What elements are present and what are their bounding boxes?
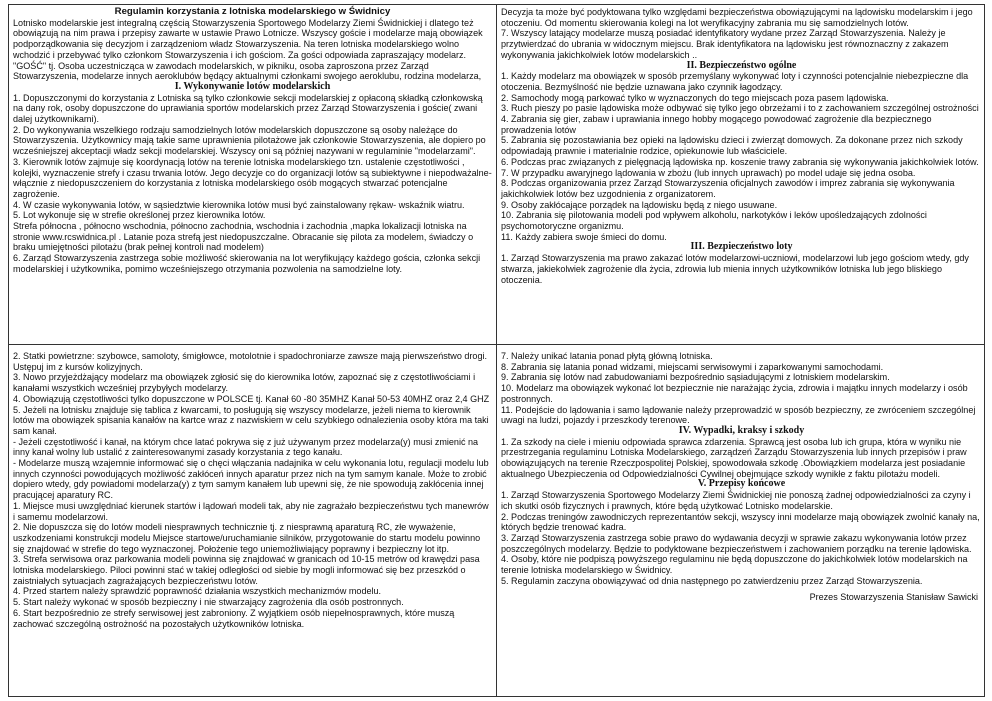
paragraph: 3. Strefa serwisowa oraz parkowania modeli powinna się znajdować w granicach od 10-15 metrów od krawędzi pasa lotniska modelarskiego. Piloci powinni stać w takiej odległości od siebie by mogli informować się bez przeszkód o zaistniałych sytuacjach zagrażających bezpieczeństwu lotów. (13, 554, 480, 586)
section-2-item: 11. Każdy zabiera swoje śmieci do domu. (501, 231, 667, 242)
paragraph: 3. Nowo przyjeżdżający modelarz ma obowiązek zgłosić się do kierownika lotów, zapoznać się z częstotliwościami i kanałami wszystkich wcześniej przybyłych modelarzy. (13, 372, 476, 394)
section-2-item: 8. Podczas organizowania przez Zarząd Stowarzyszenia oficjalnych zawodów i imprez zabrania się wykonywania jakichkolwiek lotów bez uzgodnienia z organizatorem. (501, 178, 955, 199)
section-3-item: 1. Zarząd Stowarzyszenia ma prawo zakazać lotów modelarzowi-uczniowi, modelarzowi lub jego gościom wtedy, gdy stwarza, jakiekolwiek zagrożenie dla życia, zdrowia lub mienia innych użytkowników lotniska lub jego bliskiego otoczenia. (501, 253, 969, 285)
section-2-item: 4. Zabrania się gier, zabaw i uprawiania innego hobby mogącego powodować zagrożenie dla bezpiecznego prowadzenia lotów (501, 114, 932, 135)
paragraph: 1. Miejsce musi uwzględniać kierunek startów i lądowań modeli tak, aby nie zagrażało bezpieczeństwu tych manewrów i samemu modelarzowi. (13, 500, 489, 522)
section-1-item: 5. Lot wykonuje się w strefie określonej przez kierownika lotów. (13, 210, 266, 221)
paragraph: 8. Zabrania się latania ponad widzami, miejscami serwisowymi i zaparkowanymi samochodami. (501, 361, 884, 372)
regulations-sheet (8, 4, 985, 697)
section-2-item: 6. Podczas prac związanych z pielęgnacją lądowiska np. koszenie trawy zabrania się wykonywania jakichkolwiek lotów. (501, 156, 979, 167)
section-1-item: Strefa północna , północno wschodnia, północno zachodnia, wschodnia i zachodnia ,mapka lokalizacji lotniska na stronie www.rcswidnica.pl . Latanie poza strefą jest niedopuszczalne. Obracanie się pilota za modelem, świadczy o braku umiejętności pilotażu (brak pełnej kontroli nad modelem) (13, 221, 474, 253)
paragraph: 4. Przed startem należy sprawdzić poprawność działania wszystkich mechanizmów modelu. (13, 586, 382, 597)
section-5-item: 2. Podczas treningów zawodniczych reprezentantów sekcji, wszyscy inni modelarze mają obowiązek zwolnić kanały na, których będzie trenować kadra. (501, 511, 980, 533)
section-5-item: 5. Regulamin zaczyna obowiązywać od dnia następnego po zatwierdzeniu przez Zarząd Stowarzyszenia. (501, 575, 923, 586)
intro-paragraph: Lotnisko modelarskie jest integralną częścią Stowarzyszenia Sportowego Modelarzy Ziemi Świdnickiej i dlatego też obowiązują na nim prawa i przepisy zawarte w ustawie Prawo Lotnicze. Wszyscy goście i modelarze mają obowiązek podporządkowania się decyzjom i zarządzeniom władz Stowarzyszenia. Na teren lotniska modelarskiego wolno wchodzić i przebywać tylko członkom Stowarzyszenia i ich gościom. Za gości odpowiada zapraszający modelarz. "GOŚĆ" tj. Osoba uczestnicząca w zawodach modelarskich, w pikniku, osoba zaproszona przez Zarząd Stowarzyszenia, modelarze innych aeroklubów będący aktualnymi członkami swojego aeroklubu, rodzina modelarza, (13, 17, 483, 82)
section-2-item: 3. Ruch pieszy po pasie lądowiska może odbywać się tylko jego obrzeżami i to z zachowaniem szczególnej ostrożności (501, 103, 979, 114)
signature: Prezes Stowarzyszenia Stanisław Sawicki (809, 592, 978, 603)
section-5-item: 4. Osoby, które nie podpiszą powyższego regulaminu nie będą dopuszczone do jakichkolwiek lotów modelarskich na terenie lotniska modelarskiego w Świdnicy. (501, 554, 968, 576)
paragraph: 4. Obowiązują częstotliwości tylko dopuszczone w POLSCE tj. Kanał 60 -80 35MHZ Kanał 50-53 40MHZ oraz 2,4 GHZ (13, 393, 490, 404)
section-2-item: 7. W przypadku awaryjnego lądowania w zbożu (lub innych uprawach) po model udaje się jedna osoba. (501, 167, 916, 178)
section-4-item: 1. Za szkody na ciele i mieniu odpowiada sprawca zdarzenia. Sprawcą jest osoba lub ich grupa, która w wyniku nie przestrzegania regulaminu Lotniska Modelarskiego, zarządzeń Zarządu Stowarzyszenia lub innych przepisów i praw obowiązujących na terenie Rzeczpospolitej Polskiej, spowodowała szkodę .Obowiązkiem modelarza jest posiadanie aktualnego Ubezpieczenia od Odpowiedzialności Cywilnej obejmujące szkody wynikłe z faktu pilotażu modeli. (501, 436, 967, 479)
paragraph: Decyzja ta może być podyktowana tylko względami bezpieczeństwa obowiązującymi na lądowisku modelarskim i jego otoczeniu. Od momentu skierowania kolegi na lot weryfikacyjny zabrania mu się samodzielnych lotów. (501, 7, 973, 28)
section-3-heading: III. Bezpieczeństwo loty (690, 241, 793, 253)
section-1-heading: I. Wykonywanie lotów modelarskich (174, 80, 331, 92)
cell-top-right (497, 5, 986, 344)
document-title: Regulamin korzystania z lotniska modelarskiego w Świdnicy (114, 6, 391, 17)
cell-bottom-left (9, 345, 496, 698)
section-2-item: 9. Osoby zakłócające porządek na lądowisku będą z niego usuwane. (501, 199, 778, 210)
section-1-item: 2. Do wykonywania wszelkiego rodzaju samodzielnych lotów modelarskich dopuszczone są osoby należące do Stowarzyszenia. Użytkownicy mają takie same uprawnienia pilotażowe jak członkowie Stowarzyszenia, ale dopiero po wcześniejszej akceptacji władz sekcji modelarskiej. Wszyscy oni są później nazywani w regulaminie "modelarzami". (13, 124, 486, 157)
paragraph: 10. Modelarz ma obowiązek wykonać lot bezpiecznie nie narażając życia, zdrowia i majątku innych modelarzy i osób postronnych. (501, 383, 968, 404)
cell-top-left (9, 5, 496, 344)
section-1-item: 3. Kierownik lotów zajmuje się koordynacją lotów na terenie lotniska modelarskiego tzn. ustalenie częstotliwości , kolejki, wyznaczenie strefy i czasu trwania lotów. Jego decyzje co do organizacji lotów są subiektywne i niepodważalne- włącznie z niedopuszczeniem do korzystania z lotniska modelarskiego osób mogących stwarzać potencjalne zagrożenie. (13, 156, 492, 199)
paragraph: 5. Jeżeli na lotnisku znajduje się tablica z kwarcami, to posługują się wszyscy modelarze, jeżeli niema to kierownik lotów ma obowiązek spisania kanałów na kartce wraz z nazwiskiem w celu szybkiego odnalezienia osoby która ma taki sam kanał. (13, 404, 489, 436)
section-2-heading: II. Bezpieczeństwo ogólne (686, 59, 797, 71)
section-2-item: 10. Zabrania się pilotowania modeli pod wpływem alkoholu, narkotyków i leków upośledzających zdolności psychomotoryczne organizmu. (501, 210, 927, 232)
section-2-item: 5. Zabrania się pozostawiania bez opieki na lądowisku dzieci i zwierząt domowych. Za dokonane przez nich szkody odpowiadają prawnie i materialnie rodzice, opiekunowie lub właściciele. (501, 135, 963, 157)
section-1-item: 6. Zarząd Stowarzyszenia zastrzega sobie możliwość skierowania na lot weryfikujący każdego gościa, członka sekcji modelarskiej i użytkownika, pomimo wcześniejszego otrzymania pozwolenia na samodzielne loty. (13, 253, 481, 274)
paragraph: - Modelarze muszą wzajemnie informować się o chęci włączania nadajnika w celu wykonania lotu, regulacji modelu lub innych czynności powodujących możliwość zakłóceń innych aparatur przez nich na tym samym kanale. Może to zrobić dopiero wtedy, gdy powiadomi modelarza(y) z tym samym kanałem lub upewni się, że nie spowodują zakłócenia innej pracującej aparatury RC. (13, 458, 489, 501)
section-1-item: 1. Dopuszczonymi do korzystania z Lotniska są tylko członkowie sekcji modelarskiej z opłaconą składką członkowską na dany rok, osoby dopuszczone do uprawiania sportów modelarskich przez Zarząd Stowarzyszenia i goście( zwani dalej użytkownikami). (13, 92, 483, 125)
paragraph: 2. Nie dopuszcza się do lotów modeli niesprawnych technicznie tj. z niesprawną aparaturą RC, złe wyważenie, uszkodzeniami konstrukcji modelu Miejsce startowe/uruchamianie silników, przygotowanie do startu modelu powinno się znajdować w strefie do tego wyznaczonej. Położenie tego uniemożliwiający poprawny i bezpieczny lot itp. (13, 522, 481, 554)
section-1-item: 4. W czasie wykonywania lotów, w sąsiedztwie kierownika lotów musi być zainstalowany rękaw- wskaźnik wiatru. (13, 199, 465, 210)
paragraph: 9. Zabrania się lotów nad zabudowaniami bezpośrednio sąsiadującymi z lotniskiem modelarskim. (501, 372, 890, 383)
section-2-item: 1. Każdy modelarz ma obowiązek w sposób przemyślany wykonywać loty i czynności potencjalnie niebezpieczne dla otoczenia. Bezmyślność nie będzie uznawana jako czynnik łagodzący. (501, 71, 969, 92)
paragraph: 5. Start należy wykonać w sposób bezpieczny i nie stwarzający zagrożenia dla osób postronnych. (13, 597, 404, 608)
paragraph: 7. Wszyscy latający modelarze muszą posiadać identyfikatory wydane przez Zarząd Stowarzyszenia. Należy je przytwierdzać do ubrania w widocznym miejscu. Brak identyfikatora na lądowisku jest równoznaczny z zakazem wykonywania jakichkolwiek lotów modelarskich .. (501, 28, 949, 60)
paragraph: 2. Statki powietrzne: szybowce, samoloty, śmigłowce, motolotnie i spadochroniarze zawsze mają pierwszeństwo drogi. Ustępuj im z kursów kolizyjnych. (13, 351, 487, 372)
section-5-item: 3. Zarząd Stowarzyszenia zastrzega sobie prawo do wydawania decyzji w sprawie zakazu wykonywania lotów przez poszczególnych modelarzy. Będzie to podyktowane bezpieczeństwem i zachowaniem porządku na terenie lądowiska. (501, 532, 972, 554)
section-5-heading: V. Przepisy końcowe (697, 478, 786, 490)
paragraph: - Jeżeli częstotliwość i kanał, na którym chce latać pokrywa się z już używanym przez modelarza(y) musi zmienić na inny kanał wolny lub ustalić z zainteresowanymi zasady korzystania z tego kanału. (13, 436, 479, 458)
paragraph: 11. Podejście do lądowania i samo lądowanie należy przeprowadzić w sposób bezpieczny, ze zwróceniem szczególnej uwagi na ludzi, pojazdy i przeszkody terenowe. (501, 404, 976, 426)
cell-bottom-right (497, 345, 986, 698)
paragraph: 6. Start bezpośrednio ze strefy serwisowej jest zabroniony. Z wyjątkiem osób niepełnosprawnych, które muszą zachować szczególną ostrożność na pozostałych użytkowników lotniska. (13, 607, 455, 629)
paragraph: 7. Należy unikać latania ponad płytą główną lotniska. (501, 351, 713, 361)
section-5-item: 1. Zarząd Stowarzyszenia Sportowego Modelarzy Ziemi Świdnickiej nie ponoszą żadnej odpowiedzialności za czyny i ich skutki osób fizycznych i prawnych, które będą użytkować Lotnisko modelarskie. (501, 490, 971, 511)
section-4-heading: IV. Wypadki, kraksy i szkody (678, 424, 805, 436)
section-2-item: 2. Samochody mogą parkować tylko w wyznaczonych do tego miejscach poza pasem lądowiska. (501, 92, 889, 103)
